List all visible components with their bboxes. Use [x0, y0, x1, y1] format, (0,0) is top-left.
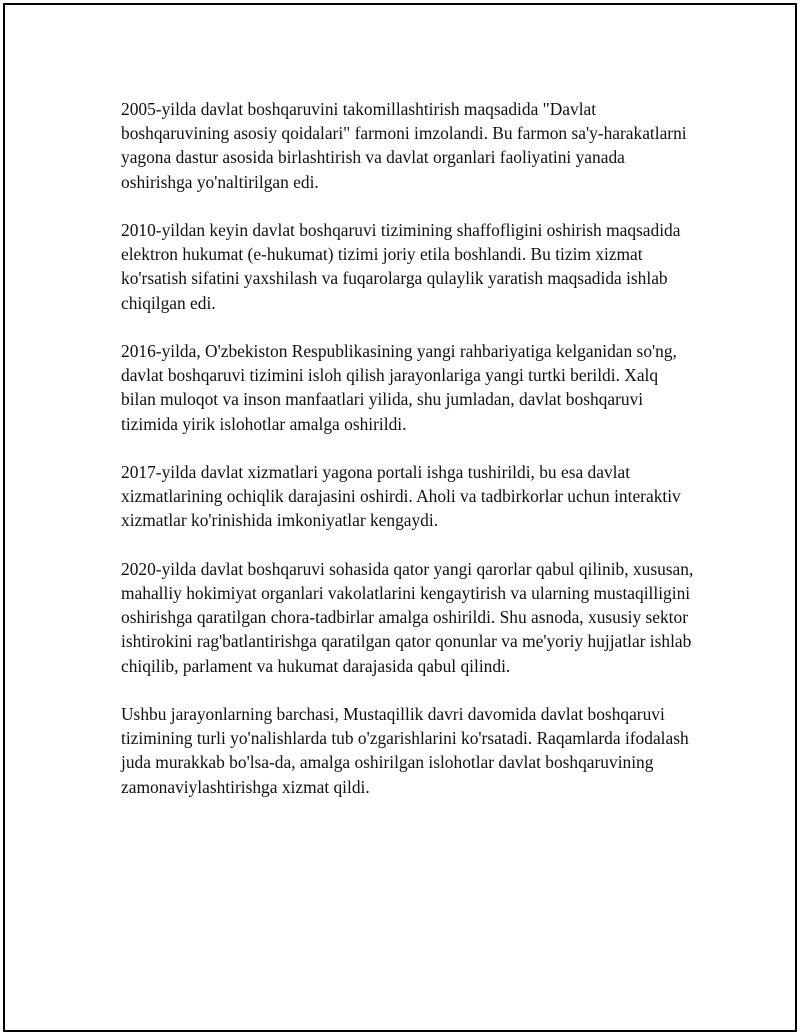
paragraph-conclusion: Ushbu jarayonlarning barchasi, Mustaqillik davri davomida davlat boshqaruvi tizimining turli yo'nalishlarda tub o'zgarishlarini ko'rsatadi. Raqamlarda ifodalash juda murakkab bo'lsa-da, amalga oshirilgan islohotlar davlat boshqaruvining zamonaviylashtirishga xizmat qildi.: [121, 704, 689, 797]
paragraph-2016: 2016-yilda, O'zbekiston Respublikasining yangi rahbariyatiga kelganidan so'ng, davlat boshqaruvi tizimini isloh qilish jarayonlariga yangi turtki berildi. Xalq bilan muloqot va inson manfaatlari yilida, shu jumladan, davlat boshqaruvi tizimida yirik islohotlar amalga oshirildi.: [121, 341, 677, 434]
document-page: [3, 3, 797, 1032]
paragraph-2005: 2005-yilda davlat boshqaruvini takomillashtirish maqsadida "Davlat boshqaruvining asosiy qoidalari" farmoni imzolandi. Bu farmon sa'y-harakatlarni yagona dastur asosida birlashtirish va davlat organlari faoliyatini yanada oshirishga yo'naltirilgan edi.: [121, 99, 687, 192]
paragraph-2010: 2010-yildan keyin davlat boshqaruvi tizimining shaffofligini oshirish maqsadida elektron hukumat (e-hukumat) tizimi joriy etila boshlandi. Bu tizim xizmat ko'rsatish sifatini yaxshilash va fuqarolarga qulaylik yaratish maqsadida ishlab chiqilgan edi.: [121, 220, 681, 313]
paragraph-2020: 2020-yilda davlat boshqaruvi sohasida qator yangi qarorlar qabul qilinib, xususan, mahalliy hokimiyat organlari vakolatlarini kengaytirish va ularning mustaqilligini oshirishga qaratilgan chora-tadbirlar amalga oshirildi. Shu asnoda, xususiy sektor ishtirokini rag'batlantirishga qaratilgan qator qonunlar va me'yoriy hujjatlar ishlab chiqilib, parlament va hukumat darajasida qabul qilindi.: [121, 558, 694, 676]
document-body: [121, 97, 696, 823]
paragraph-2017: 2017-yilda davlat xizmatlari yagona portali ishga tushirildi, bu esa davlat xizmatlarining ochiqlik darajasini oshirdi. Aholi va tadbirkorlar uchun interaktiv xizmatlar ko'rinishida imkoniyatlar kengaydi.: [121, 462, 681, 531]
